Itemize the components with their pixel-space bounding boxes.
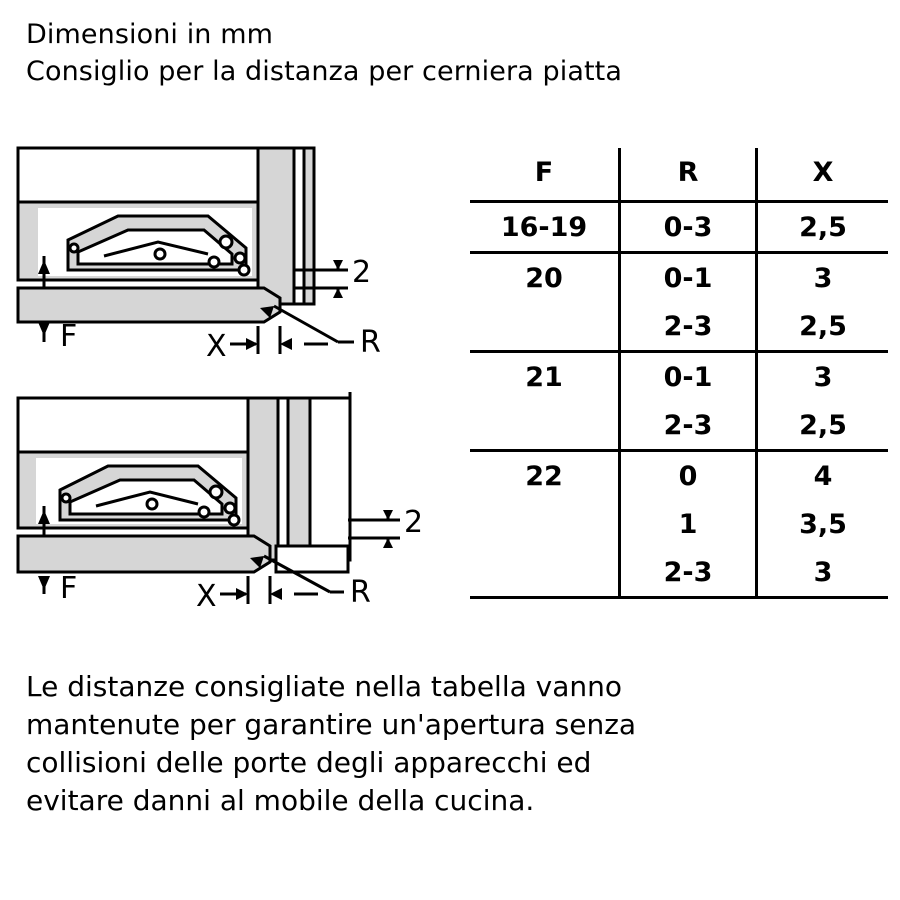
label-r-upper: R bbox=[360, 325, 381, 360]
label-x-lower: X bbox=[196, 579, 217, 614]
cell-x: 2,5 bbox=[757, 302, 889, 352]
cell-r: 0-1 bbox=[620, 352, 757, 402]
table-row bbox=[470, 302, 888, 352]
table-row bbox=[470, 451, 888, 501]
cell-x: 3,5 bbox=[799, 508, 847, 540]
heading-line-hinge-advice: Consiglio per la distanza per cerniera piatta bbox=[26, 56, 622, 87]
cell-x: 2,5 bbox=[757, 401, 889, 451]
label-gap-2-upper: 2 bbox=[352, 255, 372, 290]
cell-f bbox=[470, 401, 620, 451]
cell-r: 2-3 bbox=[620, 302, 757, 352]
cell-r: 2-3 bbox=[620, 401, 757, 451]
cell-f bbox=[470, 548, 620, 598]
note-line: mantenute per garantire un'apertura senza bbox=[26, 708, 637, 741]
column-header-x: X bbox=[757, 148, 889, 202]
cell-f: 21 bbox=[470, 352, 620, 402]
diagram-svg bbox=[8, 130, 458, 640]
note-paragraph bbox=[26, 668, 826, 820]
label-f-lower: F bbox=[60, 571, 78, 606]
column-header-f: F bbox=[470, 148, 620, 202]
label-f-upper: F bbox=[60, 319, 78, 354]
cell-r: 0-3 bbox=[620, 202, 757, 253]
table-spec bbox=[470, 148, 888, 599]
table-row bbox=[470, 253, 888, 303]
column-header-r: R bbox=[620, 148, 757, 202]
table-row bbox=[470, 548, 888, 598]
table-body bbox=[470, 148, 888, 598]
clearance-table bbox=[470, 148, 882, 599]
table-row bbox=[470, 352, 888, 402]
label-r-lower: R bbox=[350, 575, 371, 610]
label-x-upper: X bbox=[206, 329, 227, 364]
hinge-clearance-diagram bbox=[8, 130, 458, 640]
cell-x: 3 bbox=[813, 361, 833, 393]
cell-x: 4 bbox=[813, 460, 833, 492]
cell-f bbox=[470, 500, 620, 548]
cell-f bbox=[470, 302, 620, 352]
label-gap-2-lower: 2 bbox=[404, 505, 424, 540]
cell-r: 0-1 bbox=[620, 253, 757, 303]
cell-x: 3 bbox=[813, 262, 833, 294]
table-row bbox=[470, 202, 888, 253]
note-line: Le distanze consigliate nella tabella vanno bbox=[26, 670, 623, 703]
heading-line-dimensions: Dimensioni in mm bbox=[26, 19, 273, 50]
page-title bbox=[26, 16, 866, 90]
note-line: evitare danni al mobile della cucina. bbox=[26, 784, 535, 817]
cell-x: 3 bbox=[757, 548, 889, 598]
cell-r: 0 bbox=[620, 451, 757, 501]
note-line: collisioni delle porte degli apparecchi ed bbox=[26, 746, 592, 779]
cell-f: 20 bbox=[470, 253, 620, 303]
cell-x: 2,5 bbox=[757, 202, 889, 253]
cell-r: 1 bbox=[620, 500, 757, 548]
table-row bbox=[470, 401, 888, 451]
table-header-row bbox=[470, 148, 888, 202]
cell-r: 2-3 bbox=[620, 548, 757, 598]
cell-f: 22 bbox=[470, 451, 620, 501]
cell-f: 16-19 bbox=[470, 202, 620, 253]
table-row bbox=[470, 500, 888, 548]
